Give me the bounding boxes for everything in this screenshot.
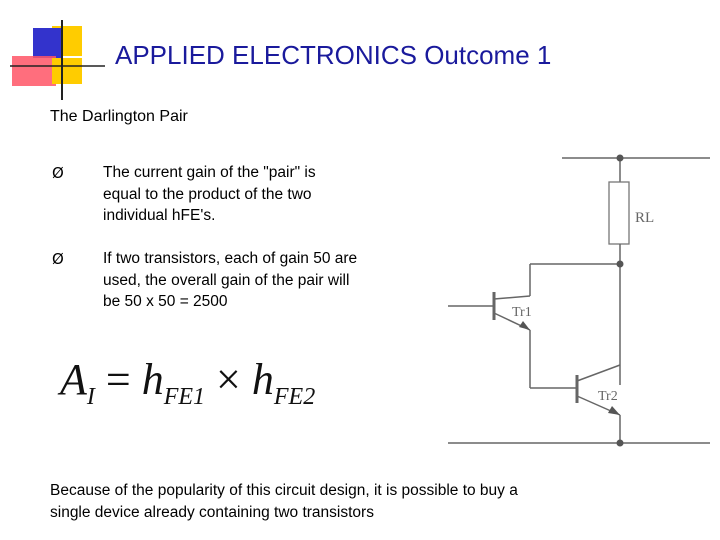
deco-yellow-lower (52, 58, 82, 84)
page-title: APPLIED ELECTRONICS Outcome 1 (115, 40, 552, 70)
footer-line: single device already containing two transistors (50, 503, 374, 521)
bullet-line: If two transistors, each of gain 50 are (103, 250, 358, 267)
bullet-arrow-icon: Ø (52, 164, 64, 182)
deco-red-square (12, 56, 56, 86)
deco-blue-square (33, 28, 63, 58)
bullet-item (103, 248, 403, 313)
bullet-line: individual hFE's. (103, 207, 216, 224)
tr2-label: Tr2 (598, 389, 618, 404)
footer-note (50, 480, 650, 523)
eq-lhs-sub: I (86, 383, 95, 410)
rl-label: RL (635, 210, 655, 226)
footer-line: Because of the popularity of this circuit design, it is possible to buy a (50, 482, 518, 499)
bullet-line: The current gain of the "pair" is (103, 164, 316, 181)
eq-h2: h (251, 355, 274, 404)
bullet-item (103, 162, 403, 227)
bullet-line: used, the overall gain of the pair will (103, 271, 350, 289)
tr1-label: Tr1 (512, 305, 532, 320)
eq-h1: h (141, 355, 164, 404)
bullet-line: equal to the product of the two (103, 185, 312, 203)
eq-times: × (216, 355, 241, 404)
eq-lhs: A (60, 355, 87, 404)
section-subtitle: The Darlington Pair (50, 108, 188, 125)
eq-sub2: FE2 (273, 383, 316, 410)
gain-equation (60, 355, 315, 422)
eq-sub1: FE1 (163, 383, 206, 410)
bullet-arrow-icon: Ø (52, 250, 64, 268)
bullet-line: be 50 x 50 = 2500 (103, 293, 228, 310)
eq-equals: = (105, 355, 131, 404)
